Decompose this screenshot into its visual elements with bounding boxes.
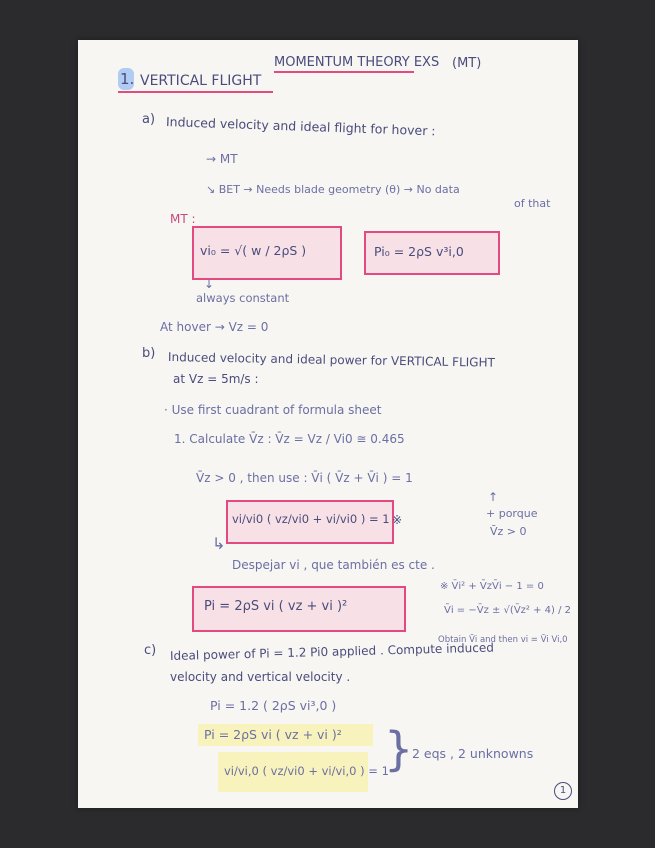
part-b-text2: at Vz = 5m/s : — [173, 372, 259, 386]
arrow-bet-cont: of that — [514, 197, 551, 210]
always-constant-note: always constant — [196, 291, 290, 305]
page-number-value: 1 — [559, 785, 567, 796]
bullet-first-cuadrant: · Use first cuadrant of formula sheet — [164, 403, 382, 417]
section-number: 1. — [120, 70, 135, 88]
up-arrow: ↑ — [488, 490, 499, 504]
curved-arrow: ↳ — [212, 534, 226, 553]
vz-positive-note: V̄z > 0 — [490, 525, 527, 538]
side-note: Obtain V̄i and then vi = V̄i Vi,0 — [438, 635, 568, 645]
title-underline — [274, 71, 414, 73]
side-equation-2: V̄i = −V̄z ± √(V̄z² + 4) / 2 — [444, 605, 572, 616]
arrow-bet-line: ↘ BET → Needs blade geometry (θ) → No data — [206, 183, 460, 196]
arrow-mt: → MT — [206, 152, 238, 166]
vi0-formula: vi₀ = √( w / 2ρS ) — [200, 243, 307, 258]
part-c-eq2: Pi = 2ρS vi ( vz + vi )² — [204, 727, 342, 742]
porque-note: + porque — [486, 507, 538, 520]
step-2-condition: V̄z > 0 , then use : V̄i ( V̄z + V̄i ) = 1 — [196, 471, 413, 485]
part-a-label: a) — [142, 112, 156, 127]
pi-formula: Pi = 2ρS vi ( vz + vi )² — [204, 599, 348, 614]
part-c-text: Ideal power of Pi = 1.2 Pi0 applied . Compute induced — [169, 640, 495, 663]
notebook-page — [78, 40, 578, 808]
part-c-eq3: vi/vi,0 ( vz/vi0 + vi/vi,0 ) = 1 — [224, 764, 389, 778]
page-tag: (MT) — [452, 56, 482, 71]
brace: } — [384, 722, 414, 776]
arrow-bet: BET → Needs blade geometry (θ) → No data — [218, 183, 460, 196]
at-hover-note: At hover → Vz = 0 — [160, 320, 269, 334]
section-title: VERTICAL FLIGHT — [140, 73, 262, 89]
pi0-formula: Pi₀ = 2ρS v³i,0 — [374, 244, 464, 259]
part-b-label: b) — [142, 346, 156, 361]
page-number — [554, 782, 572, 800]
asterisk-mark: ※ — [392, 513, 403, 527]
side-equation-1: ※ V̄i² + V̄zV̄i − 1 = 0 — [440, 581, 544, 592]
part-c-eq1: Pi = 1.2 ( 2ρS vi³,0 ) — [210, 698, 337, 713]
mt-label: MT : — [170, 212, 196, 226]
part-c-label: c) — [144, 643, 157, 658]
step-1-calc: 1. Calculate V̄z : V̄z = Vz / Vi0 ≅ 0.465 — [174, 432, 405, 446]
part-a-text: Induced velocity and ideal flight for hover : — [165, 114, 436, 139]
page-title: MOMENTUM THEORY EXS — [274, 55, 440, 70]
boxed-equation: vi/vi0 ( vz/vi0 + vi/vi0 ) = 1 — [232, 512, 390, 526]
down-arrow: ↓ — [204, 277, 215, 291]
despejar-note: Despejar vi , que también es cte . — [232, 558, 435, 572]
part-b-text: Induced velocity and ideal power for VERTICAL FLIGHT — [167, 350, 496, 370]
part-c-text2: velocity and vertical velocity . — [170, 670, 351, 684]
brace-note: 2 eqs , 2 unknowns — [412, 746, 534, 761]
section-underline — [118, 91, 273, 93]
